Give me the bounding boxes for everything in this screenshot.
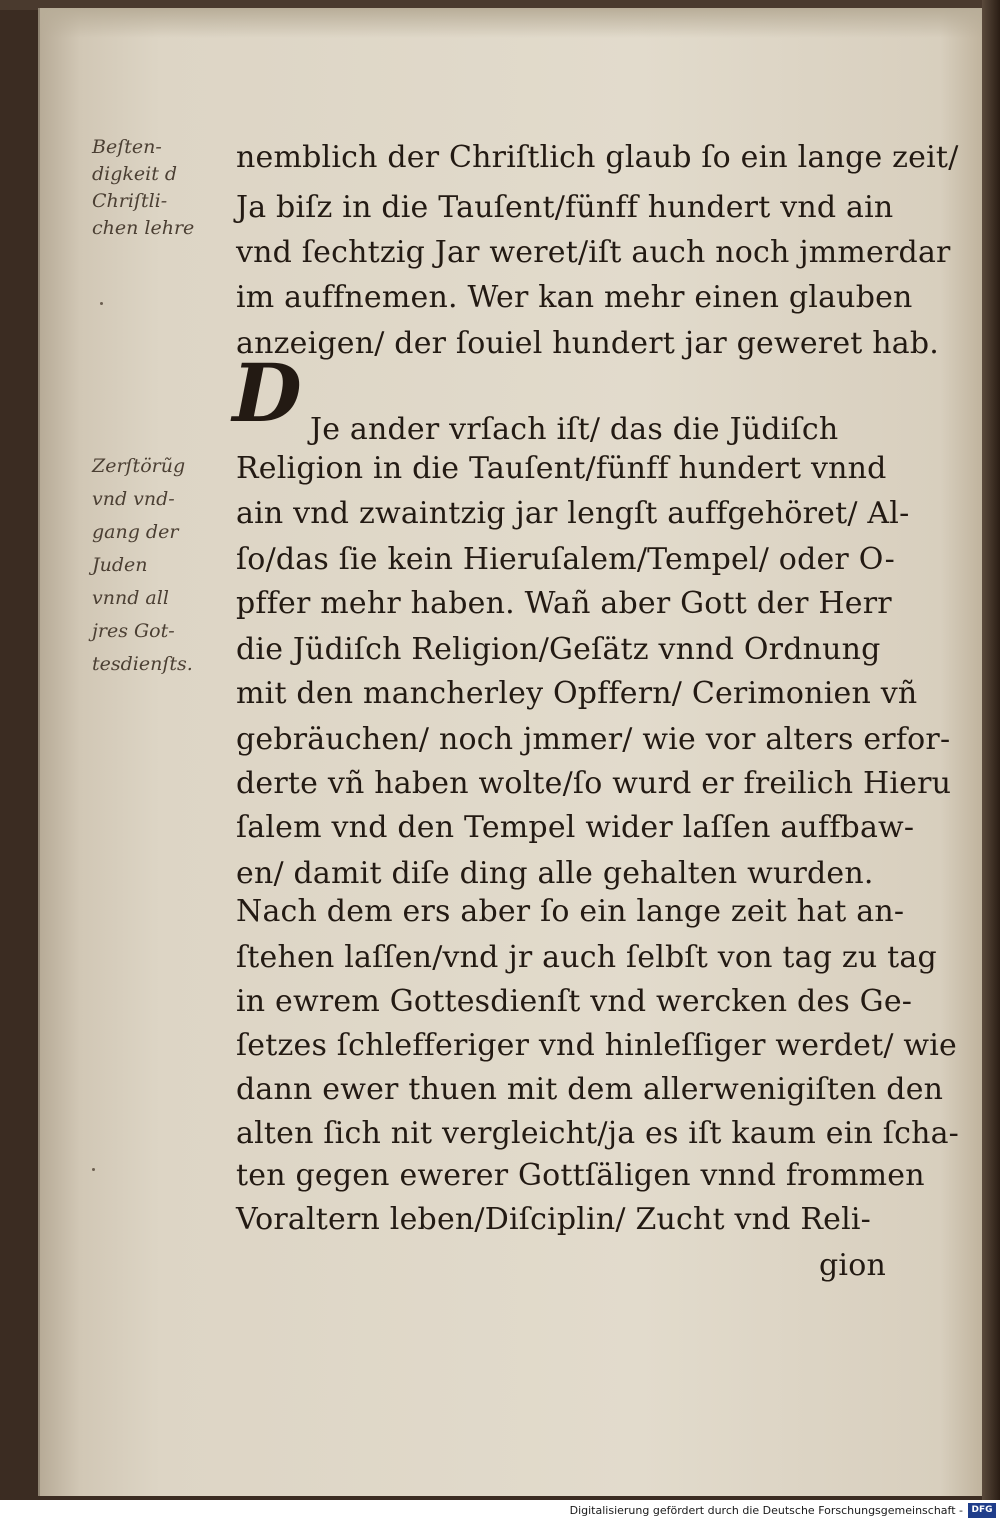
- marginal-line: gang der: [92, 521, 179, 543]
- text-line: gion: [819, 1248, 886, 1283]
- text-line: ten gegen ewerer Gottſäligen vnnd frommen: [236, 1158, 925, 1193]
- text-line: Ja biſz in die Tauſent/fünff hundert vnd ain: [236, 190, 894, 225]
- text-line: gebräuchen/ noch jmmer/ wie vor alters erfor-: [236, 722, 951, 757]
- marginal-line: digkeit d: [92, 163, 178, 185]
- marginal-line: Chriſtli-: [92, 190, 168, 212]
- marginal-line: tesdienſts.: [92, 653, 193, 675]
- text-line: in ewrem Gottesdienſt vnd wercken des Ge-: [236, 984, 913, 1019]
- marginal-line: Zerſtörũg: [92, 455, 186, 477]
- text-line: alten ſich nit vergleicht/ja es iſt kaum ein ſcha-: [236, 1116, 960, 1151]
- dfg-logo: DFG: [968, 1503, 996, 1518]
- text-line: nemblich der Chriſtlich glaub ſo ein lange zeit/: [236, 140, 959, 175]
- text-line: vnd ſechtzig Jar weret/iſt auch noch jmmerdar: [236, 235, 951, 270]
- text-line: mit den mancherley Opffern/ Cerimonien vñ: [236, 676, 918, 711]
- funding-notice: Digitalisierung gefördert durch die Deutsche Forschungsgemeinschaft -: [569, 1504, 963, 1517]
- text-line: en/ damit diſe ding alle gehalten wurden.: [236, 856, 874, 891]
- text-line: Voraltern leben/Diſciplin/ Zucht vnd Reli-: [236, 1202, 872, 1237]
- text-line: derte vñ haben wolte/ſo wurd er freilich Hieru: [236, 766, 952, 801]
- marginal-line: vnnd all: [92, 587, 169, 609]
- marginal-line: chen lehre: [92, 217, 195, 239]
- text-line: Je ander vrſach iſt/ das die Jüdiſch: [310, 412, 839, 447]
- text-line: anzeigen/ der ſouiel hundert jar geweret hab.: [236, 326, 940, 361]
- marginal-line: Beſten-: [92, 136, 162, 158]
- text-line: pffer mehr haben. Wañ aber Gott der Herr: [236, 586, 892, 621]
- text-line: ſtehen laſſen/vnd jr auch ſelbſt von tag zu tag: [236, 940, 937, 975]
- text-line: ſetzes ſchlefferiger vnd hinleſſiger werdet/ wie: [236, 1028, 958, 1063]
- text-line: Nach dem ers aber ſo ein lange zeit hat an-: [236, 894, 905, 929]
- text-line: ſo/das ſie kein Hieruſalem/Tempel/ oder O-: [236, 542, 895, 577]
- page-speck: [100, 302, 103, 305]
- text-line: die Jüdiſch Religion/Geſätz vnnd Ordnung: [236, 632, 881, 667]
- decorated-initial: D: [232, 346, 302, 440]
- book-binding-edge: [982, 0, 1000, 1500]
- text-line: Religion in die Tauſent/fünff hundert vnnd: [236, 451, 887, 486]
- marginal-line: jres Got-: [92, 620, 175, 642]
- text-line: dann ewer thuen mit dem allerwenigiſten den: [236, 1072, 944, 1107]
- marginal-line: Juden: [92, 554, 148, 576]
- text-line: ſalem vnd den Tempel wider laſſen auffbaw-: [236, 810, 915, 845]
- text-line: im auffnemen. Wer kan mehr einen glauben: [236, 280, 913, 315]
- marginal-line: vnd vnd-: [92, 488, 175, 510]
- page-speck: [92, 1168, 95, 1171]
- text-line: ain vnd zwaintzig jar lengſt auffgehöret/ Al-: [236, 496, 910, 531]
